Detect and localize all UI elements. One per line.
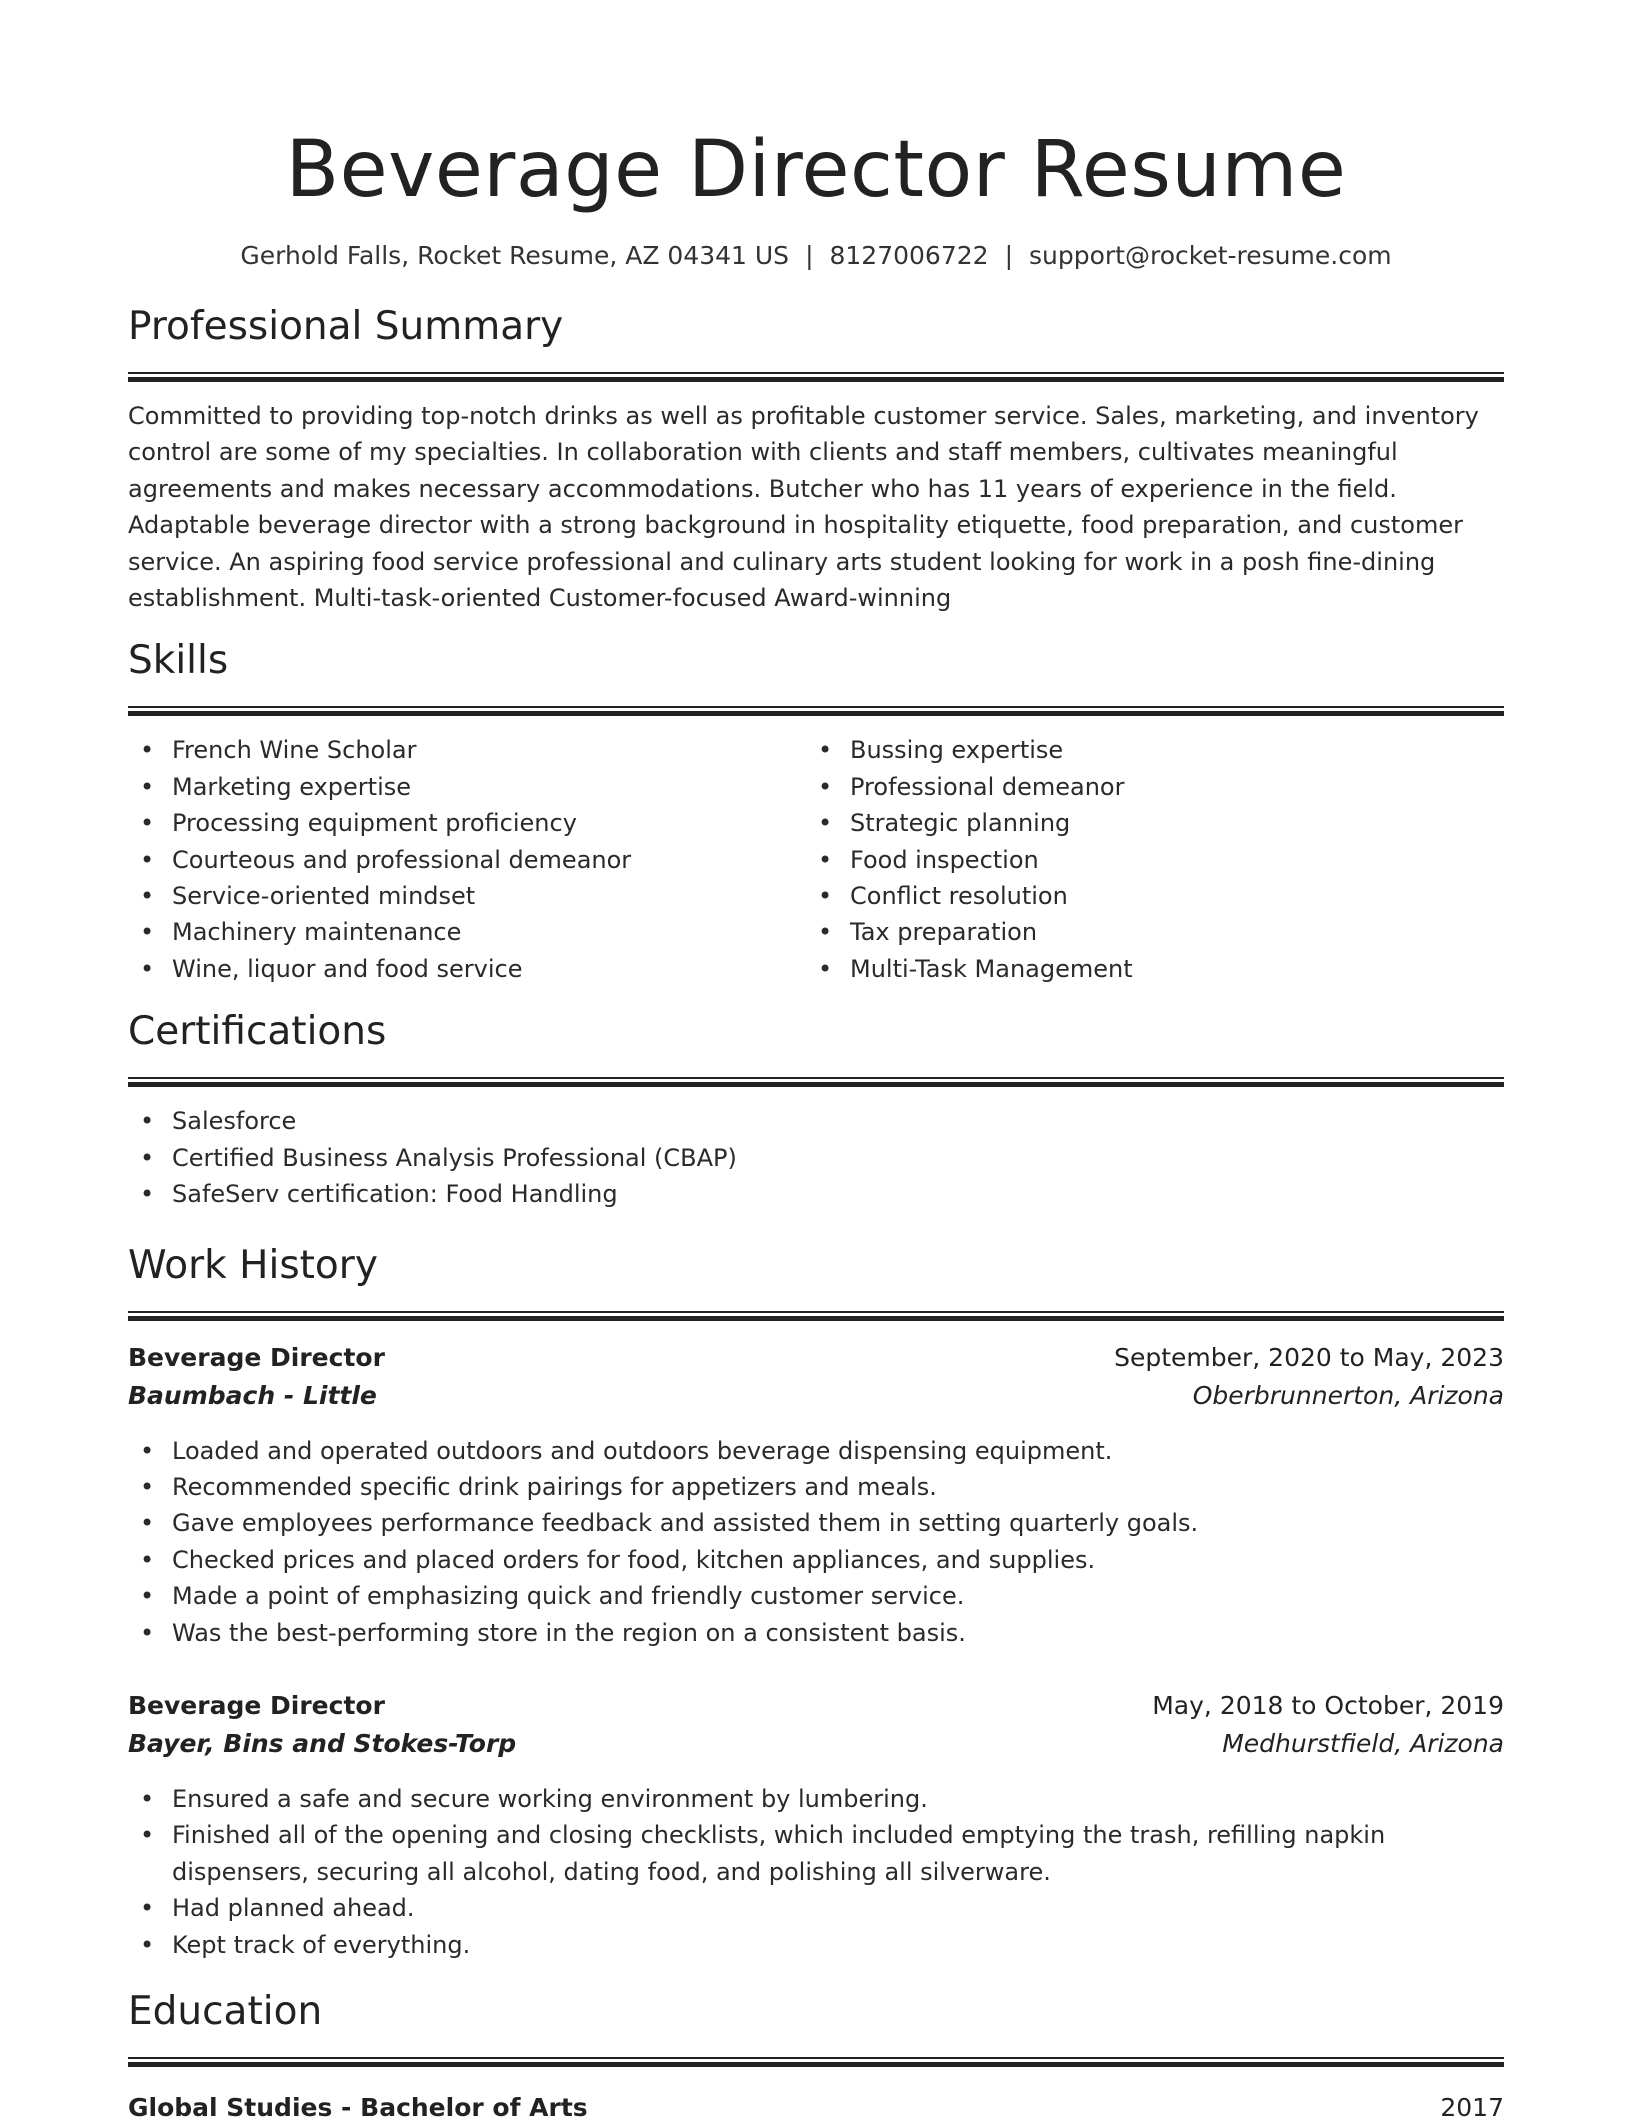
resume-title: Beverage Director Resume [285, 125, 1347, 215]
skill-item: • Machinery maintenance [128, 914, 806, 950]
job-bullets [128, 1781, 1504, 1963]
job-entry [128, 1687, 1504, 1963]
skill-item: • Courteous and professional demeanor [128, 842, 806, 878]
education-year: 2017 [1440, 2092, 1504, 2122]
job-dates: May, 2018 to October, 2019 [1152, 1690, 1504, 1720]
summary-section-header [128, 302, 1504, 382]
job-title: Beverage Director [128, 1342, 385, 1372]
certification-item: • Salesforce [128, 1103, 1504, 1139]
job-bullet: • Checked prices and placed orders for food, kitchen appliances, and supplies. [128, 1542, 1504, 1578]
job-location: Medhurstfield, Arizona [1222, 1728, 1504, 1758]
skills-column-left [128, 732, 806, 987]
job-company: Bayer, Bins and Stokes-Torp [128, 1728, 517, 1758]
section-divider [128, 2057, 1504, 2067]
job-bullets [128, 1433, 1504, 1651]
summary-heading: Professional Summary [128, 304, 564, 349]
contact-phone: 8127006722 [829, 241, 989, 270]
work-heading: Work History [128, 1242, 378, 1288]
contact-email: support@rocket-resume.com [1029, 241, 1392, 270]
contact-address: Gerhold Falls, Rocket Resume, AZ 04341 US [240, 241, 790, 270]
certification-item: • Certified Business Analysis Professional (CBAP) [128, 1140, 1504, 1176]
skill-item: • Multi-Task Management [806, 951, 1484, 987]
summary-text: Committed to providing top-notch drinks as well as profitable customer service. Sales, marketing, and inventory control are some of my specialties. In collaboration with clients and staff members, cultivates meaningful agreements and makes necessary accommodations. Butcher who has 11 years of experience in the field. Adaptable beverage director with a strong background in hospitality etiquette, food preparation, and customer service. An aspiring food service professional and culinary arts student looking for work in a posh fine-dining establishment. Multi-task-oriented Customer-focused Award-winning [128, 402, 1479, 613]
job-bullet: • Finished all of the opening and closing checklists, which included emptying the trash, refilling napkin dispensers, securing all alcohol, dating food, and polishing all silverware. [128, 1817, 1504, 1890]
skills-heading: Skills [128, 638, 229, 684]
contact-separator: | [805, 241, 814, 270]
certifications-section-header [128, 1007, 1504, 1087]
skill-item: • Strategic planning [806, 805, 1484, 841]
skills-section-header [128, 636, 1504, 716]
section-divider [128, 372, 1504, 382]
resume-page [128, 0, 1504, 2125]
job-title: Beverage Director [128, 1690, 385, 1720]
skill-item: • Marketing expertise [128, 769, 806, 805]
education-heading: Education [128, 1988, 323, 2034]
skills-column-right [806, 732, 1484, 987]
job-bullet: • Kept track of everything. [128, 1927, 1504, 1963]
job-dates: September, 2020 to May, 2023 [1114, 1342, 1504, 1372]
section-divider [128, 1311, 1504, 1321]
job-bullet: • Made a point of emphasizing quick and friendly customer service. [128, 1578, 1504, 1614]
skill-item: • Processing equipment proficiency [128, 805, 806, 841]
education-section-header [128, 1987, 1504, 2067]
skills-list [128, 732, 1504, 987]
contact-separator: | [1004, 241, 1013, 270]
job-bullet: • Gave employees performance feedback and assisted them in setting quarterly goals. [128, 1505, 1504, 1541]
skill-item: • French Wine Scholar [128, 732, 806, 768]
education-entry [128, 2091, 1504, 2125]
work-section-header [128, 1241, 1504, 1321]
job-bullet: • Recommended specific drink pairings for appetizers and meals. [128, 1469, 1504, 1505]
skill-item: • Food inspection [806, 842, 1484, 878]
section-divider [128, 1077, 1504, 1087]
job-bullet: • Was the best-performing store in the region on a consistent basis. [128, 1615, 1504, 1651]
job-entry [128, 1339, 1504, 1651]
job-company: Baumbach - Little [128, 1380, 377, 1410]
job-bullet: • Had planned ahead. [128, 1890, 1504, 1926]
job-bullet: • Ensured a safe and secure working environment by lumbering. [128, 1781, 1504, 1817]
certification-item: • SafeServ certification: Food Handling [128, 1176, 1504, 1212]
skill-item: • Conflict resolution [806, 878, 1484, 914]
job-bullet: • Loaded and operated outdoors and outdoors beverage dispensing equipment. [128, 1433, 1504, 1469]
certifications-heading: Certifications [128, 1009, 387, 1055]
skill-item: • Professional demeanor [806, 769, 1484, 805]
section-divider [128, 706, 1504, 716]
education-degree: Global Studies - Bachelor of Arts [128, 2092, 588, 2122]
job-location: Oberbrunnerton, Arizona [1192, 1380, 1504, 1410]
skill-item: • Wine, liquor and food service [128, 951, 806, 987]
skill-item: • Tax preparation [806, 914, 1484, 950]
skill-item: • Service-oriented mindset [128, 878, 806, 914]
contact-line [128, 240, 1504, 272]
skill-item: • Bussing expertise [806, 732, 1484, 768]
certifications-list [128, 1103, 1504, 1212]
